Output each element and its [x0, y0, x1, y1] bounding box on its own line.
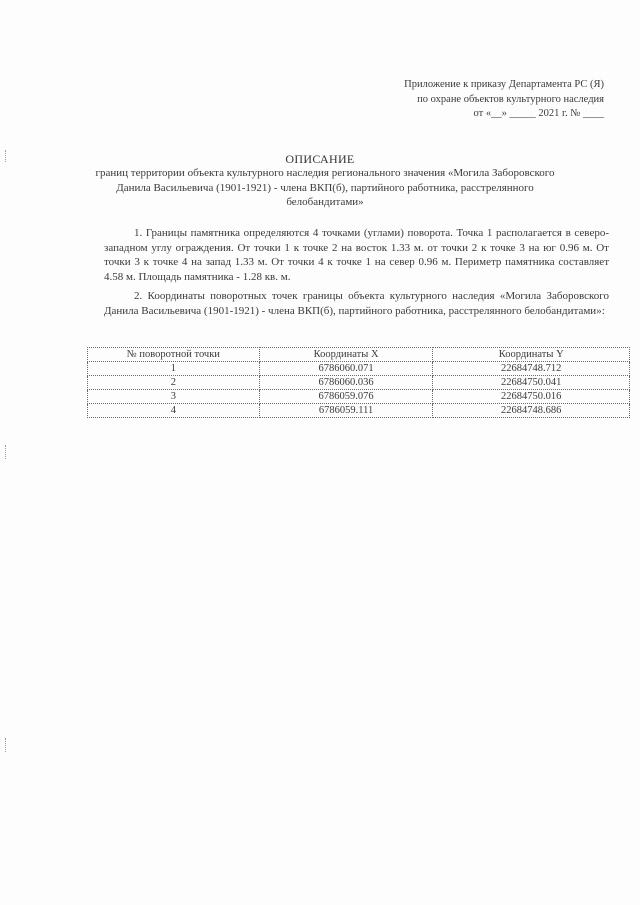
- document-title: ОПИСАНИЕ: [285, 152, 355, 166]
- scan-artifact-mark: [5, 150, 8, 162]
- coordinate-x-cell: 6786060.071: [259, 362, 433, 376]
- point-number-cell: 2: [88, 376, 260, 390]
- scan-artifact-mark: [5, 445, 8, 459]
- coordinate-x-cell: 6786059.076: [259, 390, 433, 404]
- table-row: [88, 376, 630, 390]
- coordinate-x-cell: 6786060.036: [259, 376, 433, 390]
- coordinate-y-cell: 22684750.016: [433, 390, 630, 404]
- appendix-line-2: по охране объектов культурного наследия: [417, 93, 604, 105]
- coordinate-y-cell: 22684748.712: [433, 362, 630, 376]
- header-coordinate-y: Координаты Y: [433, 348, 630, 362]
- header-coordinate-x: Координаты X: [259, 348, 433, 362]
- appendix-line-1: Приложение к приказу Департамента РС (Я): [404, 79, 604, 90]
- appendix-line-3: от «__» _____ 2021 г. № ____: [473, 108, 604, 119]
- paragraph-2: 2. Координаты поворотных точек границы объекта культурного наследия «Могила Заборовского Данила Васильевича (1901-1921) - члена ВКП(б), партийного работника, расстрелянного белобандитами»:: [104, 290, 609, 317]
- appendix-note: [304, 78, 604, 122]
- coordinates-table: [87, 347, 630, 418]
- paragraph-1: 1. Границы памятника определяются 4 точками (углами) поворота. Точка 1 располагается в северо-западном углу ограждения. От точки 1 к точке 2 на восток 1.33 м. от точки 2 к точке 3 на юг 0.96 м. От точки 3 к точке 4 на запад 1.33 м. От точки 4 к точке 1 на север 0.96 м. Периметр памятника составляет 4.58 м. Площадь памятника - 1.28 кв. м.: [104, 227, 609, 283]
- coordinate-x-cell: 6786059.111: [259, 404, 433, 418]
- table-header-row: [88, 348, 630, 362]
- table-row: [88, 362, 630, 376]
- table-row: [88, 404, 630, 418]
- scan-artifact-mark: [5, 738, 8, 752]
- coordinate-y-cell: 22684750.041: [433, 376, 630, 390]
- document-subtitle: границ территории объекта культурного наследия регионального значения «Могила Заборовского Данила Васильевича (1901-1921) - члена ВКП(б), партийного работника, расстрелянного белобандитами»: [95, 167, 555, 208]
- header-point-number: № поворотной точки: [88, 348, 260, 362]
- point-number-cell: 4: [88, 404, 260, 418]
- coordinate-y-cell: 22684748.686: [433, 404, 630, 418]
- point-number-cell: 1: [88, 362, 260, 376]
- table-row: [88, 390, 630, 404]
- point-number-cell: 3: [88, 390, 260, 404]
